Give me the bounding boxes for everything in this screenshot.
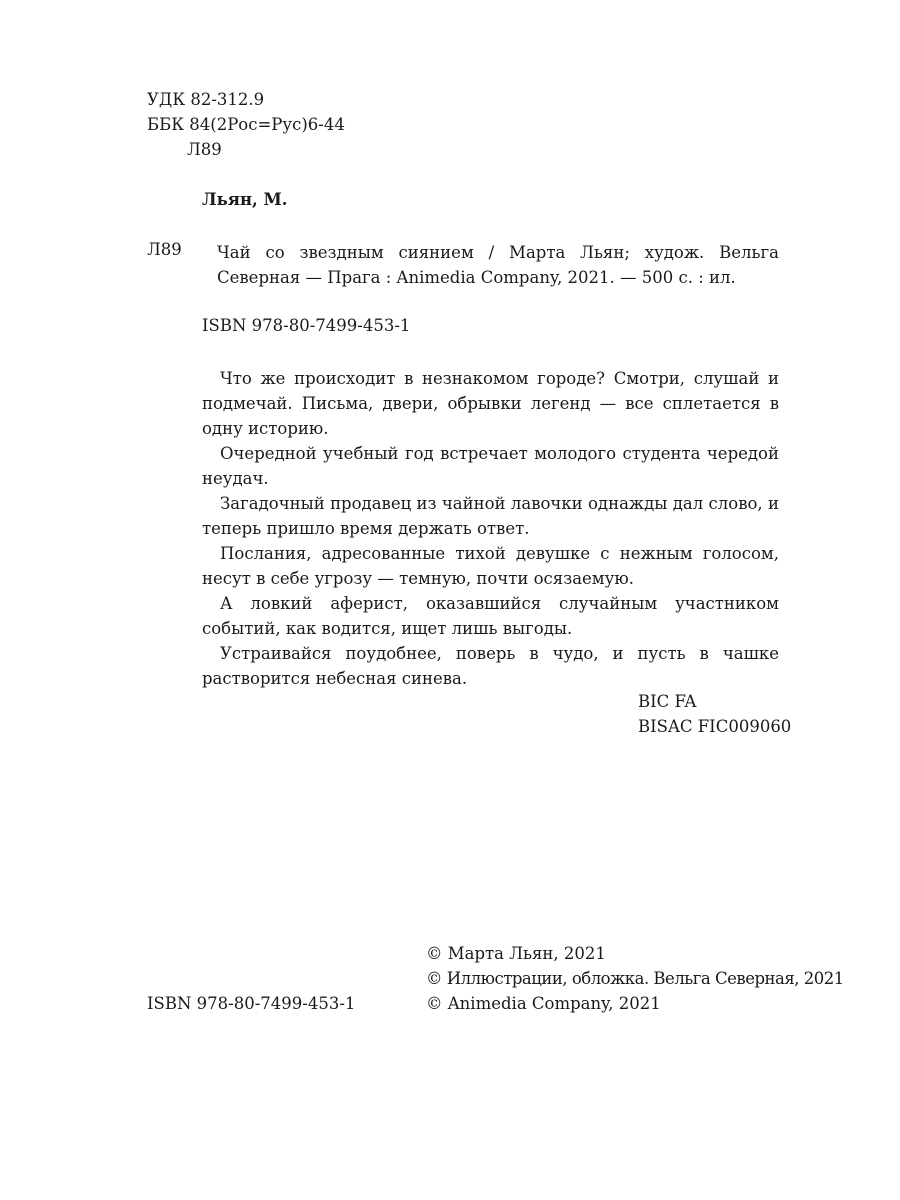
author-mark-code: Л89 bbox=[187, 140, 222, 159]
entry-line-1: Чай со звездным сиянием / Марта Льян; худож. Вельга bbox=[217, 243, 779, 262]
bic-code: BIC FA bbox=[638, 692, 697, 711]
isbn-footer: ISBN 978-80-7499-453-1 bbox=[147, 994, 356, 1013]
bisac-code: BISAC FIC009060 bbox=[638, 717, 792, 736]
copyright-author: © Марта Льян, 2021 bbox=[426, 944, 606, 963]
author-heading: Льян, М. bbox=[202, 190, 288, 209]
entry-code: Л89 bbox=[147, 240, 182, 259]
annotation-paragraph: Что же происходит в незнакомом городе? Смотри, слушай и подмечай. Письма, двери, обрывки легенд — все сплетается в одну историю. bbox=[202, 369, 779, 438]
udk-code: УДК 82-312.9 bbox=[147, 90, 265, 109]
copyright-illustrations: © Иллюстрации, обложка. Вельга Северная, 2021 bbox=[426, 969, 844, 988]
isbn-main: ISBN 978-80-7499-453-1 bbox=[202, 316, 411, 335]
copyright-publisher: © Animedia Company, 2021 bbox=[426, 994, 661, 1013]
entry-line-2: Северная — Прага : Animedia Company, 2021. — 500 с. : ил. bbox=[217, 268, 736, 287]
annotation bbox=[202, 366, 779, 691]
annotation-paragraph: Загадочный продавец из чайной лавочки однажды дал слово, и теперь пришло время держать ответ. bbox=[202, 494, 779, 538]
annotation-paragraph: Очередной учебный год встречает молодого студента чередой неудач. bbox=[202, 444, 779, 488]
annotation-paragraph: Устраивайся поудобнее, поверь в чудо, и пусть в чашке растворится небесная синева. bbox=[202, 644, 779, 688]
annotation-paragraph: А ловкий аферист, оказавшийся случайным участником событий, как водится, ищет лишь выгоды. bbox=[202, 594, 779, 638]
annotation-paragraph: Послания, адресованные тихой девушке с нежным голосом, несут в себе угрозу — темную, почти осязаемую. bbox=[202, 544, 779, 588]
bibliographic-entry bbox=[217, 240, 779, 290]
bbk-code: ББК 84(2Рос=Рус)6-44 bbox=[147, 115, 345, 134]
